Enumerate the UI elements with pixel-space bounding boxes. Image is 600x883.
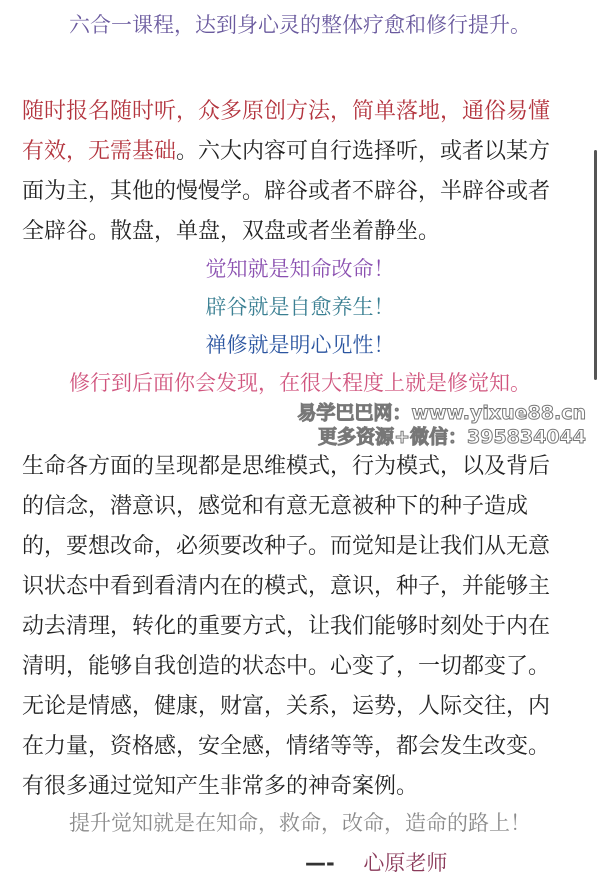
body-line: 在力量，资格感，安全感，情绪等等，都会发生改变。 (22, 734, 551, 759)
intro-highlight: 有效，无需基础 (22, 139, 177, 164)
closing-line: 提升觉知就是在知命，救命，改命，造命的路上！ (69, 811, 531, 835)
intro-text: 。六大内容可自行选择听，或者以某方 (176, 139, 551, 164)
slogan: 修行到后面你会发现，在很大程度上就是修觉知。 (69, 371, 531, 395)
page-title: 六合一课程，达到身心灵的整体疗愈和修行提升。 (69, 13, 531, 37)
body-line: 的信念，潜意识，感觉和有意无意被种下的种子造成 (22, 494, 529, 519)
scrollbar[interactable] (594, 150, 597, 380)
body-line: 动去清理，转化的重要方式，让我们能够时刻处于内在 (22, 614, 551, 639)
intro-line: 全辟谷。散盘，单盘，双盘或者坐着静坐。 (22, 219, 441, 244)
signature (305, 848, 447, 878)
slogan: 禅修就是明心见性！ (205, 333, 395, 357)
body-line: 无论是情感，健康，财富，关系，运势，人际交往，内 (22, 694, 551, 719)
watermark-contact: 更多资源+微信：395834044 (318, 426, 586, 448)
body-line: 识状态中看到看清内在的模式，意识，种子，并能够主 (22, 574, 551, 599)
slogan: 辟谷就是自愈养生！ (205, 295, 395, 319)
intro-line: 随时报名随时听，众多原创方法，简单落地，通俗易懂 (22, 99, 551, 124)
intro-line (22, 137, 550, 167)
body-line: 的，要想改命，必须要改种子。而觉知是让我们从无意 (22, 534, 551, 559)
intro-line: 面为主，其他的慢慢学。辟谷或者不辟谷，半辟谷或者 (22, 179, 551, 204)
body-line: 有很多通过觉知产生非常多的神奇案例。 (22, 774, 419, 799)
watermark-site: 易学巴巴网：www.yixue88.cn (297, 402, 586, 424)
body-line: 生命各方面的呈现都是思维模式，行为模式，以及背后 (22, 454, 551, 479)
signature-dash: —- (305, 851, 335, 875)
slogan: 觉知就是知命改命！ (205, 257, 395, 281)
signature-name: 心原老师 (363, 851, 448, 875)
body-line: 清明，能够自我创造的状态中。心变了，一切都变了。 (22, 654, 551, 679)
